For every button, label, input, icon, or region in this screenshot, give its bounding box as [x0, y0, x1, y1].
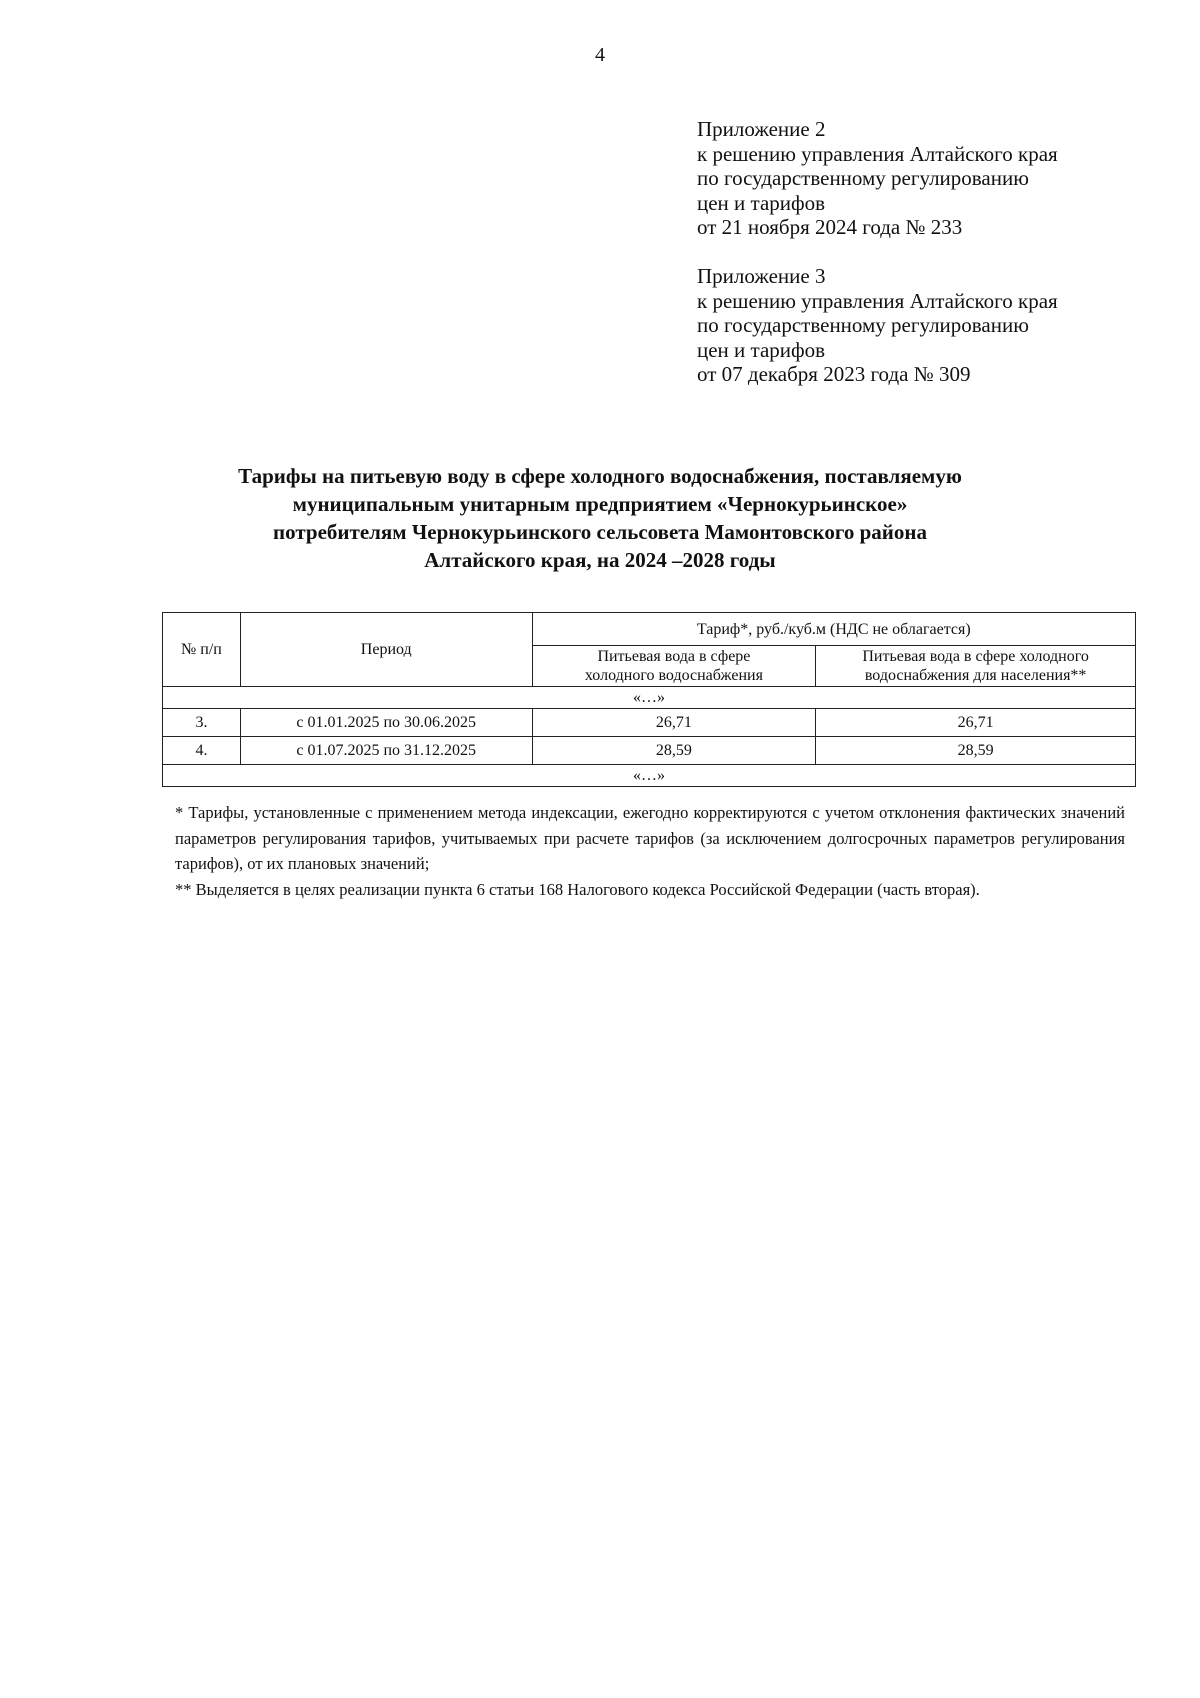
- ellipsis-bottom: «…»: [163, 765, 1136, 787]
- row-period: с 01.01.2025 по 30.06.2025: [240, 709, 532, 737]
- row-number: 4.: [163, 737, 241, 765]
- title-line: Алтайского края, на 2024 –2028 годы: [424, 548, 776, 572]
- header-number: № п/п: [163, 613, 241, 687]
- appendix-2-header: [697, 117, 1058, 240]
- footnotes: [175, 800, 1125, 902]
- page-number: 4: [595, 44, 605, 66]
- ellipsis-top: «…»: [163, 687, 1136, 709]
- row-period: с 01.07.2025 по 31.12.2025: [240, 737, 532, 765]
- appendix-3-header: [697, 264, 1058, 387]
- header-tariff-population-line: Питьевая вода в сфере холодного: [862, 648, 1089, 665]
- row-number: 3.: [163, 709, 241, 737]
- ellipsis-row: [163, 765, 1136, 787]
- header-tariff-general: [532, 646, 816, 687]
- header-tariff-population: [816, 646, 1136, 687]
- header-tariff-general-line: холодного водоснабжения: [584, 667, 763, 684]
- appendix-3-line: цен и тарифов: [697, 337, 826, 362]
- row-tariff-general: 28,59: [532, 737, 816, 765]
- header-tariff: Тариф*, руб./куб.м (НДС не облагается): [532, 613, 1135, 646]
- row-tariff-population: 28,59: [816, 737, 1136, 765]
- table-row: [163, 737, 1136, 765]
- appendix-2-line: Приложение 2: [697, 117, 826, 141]
- title-line: Тарифы на питьевую воду в сфере холодного водоснабжения, поставляемую: [238, 464, 962, 488]
- row-tariff-general: 26,71: [532, 709, 816, 737]
- title-line: потребителям Чернокурьинского сельсовета Мамонтовского района: [273, 520, 927, 544]
- appendix-2-line: к решению управления Алтайского края: [697, 141, 1058, 166]
- table-header-row: [163, 613, 1136, 646]
- header-tariff-population-line: водоснабжения для населения**: [864, 667, 1087, 684]
- ellipsis-row: [163, 687, 1136, 709]
- appendix-2-line: по государственному регулированию: [697, 166, 1029, 190]
- header-tariff-general-line: Питьевая вода в сфере: [597, 648, 751, 665]
- appendix-2-line: от 21 ноября 2024 года № 233: [697, 215, 963, 239]
- footnote-2: ** Выделяется в целях реализации пункта 6 статьи 168 Налогового кодекса Российской Федерации (часть вторая).: [175, 879, 980, 899]
- appendix-3-line: по государственному регулированию: [697, 313, 1029, 337]
- tariffs-table: [162, 612, 1136, 787]
- appendix-3-line: от 07 декабря 2023 года № 309: [697, 362, 971, 386]
- appendix-2-line: цен и тарифов: [697, 190, 826, 215]
- table-row: [163, 709, 1136, 737]
- title-line: муниципальным унитарным предприятием «Чернокурьинское»: [292, 492, 908, 516]
- footnote-1: * Тарифы, установленные с применением метода индексации, ежегодно корректируются с учетом отклонения фактических значений параметров регулирования тарифов, учитываемых при расчете тарифов (за исключением долгосрочных параметров регулирования тарифов), от их плановых значений;: [175, 803, 1125, 873]
- appendix-3-line: к решению управления Алтайского края: [697, 288, 1058, 313]
- document-title: [0, 462, 1200, 574]
- appendix-3-line: Приложение 3: [697, 264, 826, 288]
- header-period: Период: [240, 613, 532, 687]
- row-tariff-population: 26,71: [816, 709, 1136, 737]
